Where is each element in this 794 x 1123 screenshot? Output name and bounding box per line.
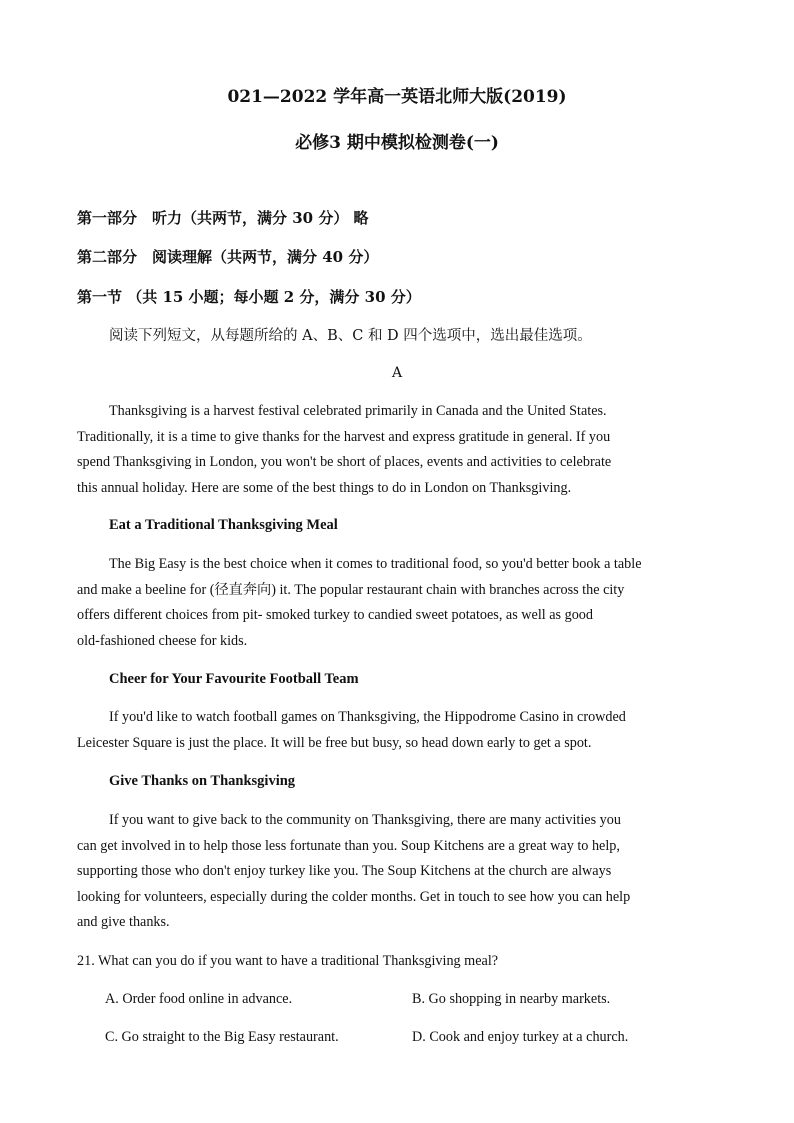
paragraph-meal: [77, 552, 717, 654]
part2-heading: 第二部分 阅读理解（共两节，满分 40 分）: [77, 248, 379, 266]
paragraph-line: supporting those who don't enjoy turkey like you. The Soup Kitchens at the church are always: [77, 863, 612, 879]
paragraph-give-thanks: [77, 808, 717, 936]
paragraph-line: old-fashioned cheese for kids.: [77, 632, 248, 649]
subheading-meal: Eat a Traditional Thanksgiving Meal: [109, 517, 338, 533]
question-21-option-a: A. Order food online in advance.: [105, 991, 293, 1007]
paragraph-line: The Big Easy is the best choice when it comes to traditional food, so you'd better book a table: [109, 556, 642, 572]
paragraph-line: this annual holiday. Here are some of the best things to do in London on Thanksgiving.: [77, 479, 572, 496]
paragraph-line: If you want to give back to the community on Thanksgiving, there are many activities you: [109, 812, 621, 828]
paragraph-line: Traditionally, it is a time to give thanks for the harvest and express gratitude in general. If you: [77, 428, 611, 445]
passage-label: A: [391, 365, 403, 381]
question-21-option-b: B. Go shopping in nearby markets.: [412, 991, 611, 1007]
paragraph-line: can get involved in to help those less fortunate than you. Soup Kitchens are a great way to help,: [77, 837, 620, 854]
passage-intro: [77, 399, 717, 501]
document-subtitle: 必修3 期中模拟检测卷(一): [295, 133, 499, 153]
paragraph-line: and give thanks.: [77, 914, 170, 930]
part1-heading: 第一部分 听力（共两节，满分 30 分） 略: [77, 209, 369, 227]
paragraph-line: and make a beeline for (径直奔向) it. The popular restaurant chain with branches across the city: [77, 581, 625, 598]
question-21-option-c: C. Go straight to the Big Easy restaurant.: [105, 1029, 339, 1045]
question-21-stem: 21. What can you do if you want to have a traditional Thanksgiving meal?: [77, 953, 499, 969]
paragraph-football: [77, 705, 717, 756]
paragraph-line: spend Thanksgiving in London, you won't be short of places, events and activities to celebrate: [77, 454, 612, 470]
paragraph-line: looking for volunteers, especially during the colder months. Get in touch to see how you can help: [77, 888, 631, 905]
subheading-football: Cheer for Your Favourite Football Team: [109, 671, 359, 687]
reading-instruction: 阅读下列短文，从每题所给的 A、B、C 和 D 四个选项中，选出最佳选项。: [109, 328, 592, 344]
paragraph-line: If you'd like to watch football games on Thanksgiving, the Hippodrome Casino in crowded: [109, 709, 626, 725]
paragraph-line: offers different choices from pit- smoked turkey to candied sweet potatoes, as well as good: [77, 607, 593, 623]
question-21-option-d: D. Cook and enjoy turkey at a church.: [412, 1029, 629, 1045]
section1-heading: 第一节 （共 15 小题；每小题 2 分，满分 30 分）: [77, 288, 421, 306]
paragraph-line: Leicester Square is just the place. It will be free but busy, so head down early to get a spot.: [77, 734, 592, 751]
paragraph-line: Thanksgiving is a harvest festival celebrated primarily in Canada and the United States.: [109, 403, 607, 419]
document-title: 021—2022 学年高一英语北师大版(2019): [227, 87, 567, 107]
subheading-give-thanks: Give Thanks on Thanksgiving: [109, 773, 296, 789]
